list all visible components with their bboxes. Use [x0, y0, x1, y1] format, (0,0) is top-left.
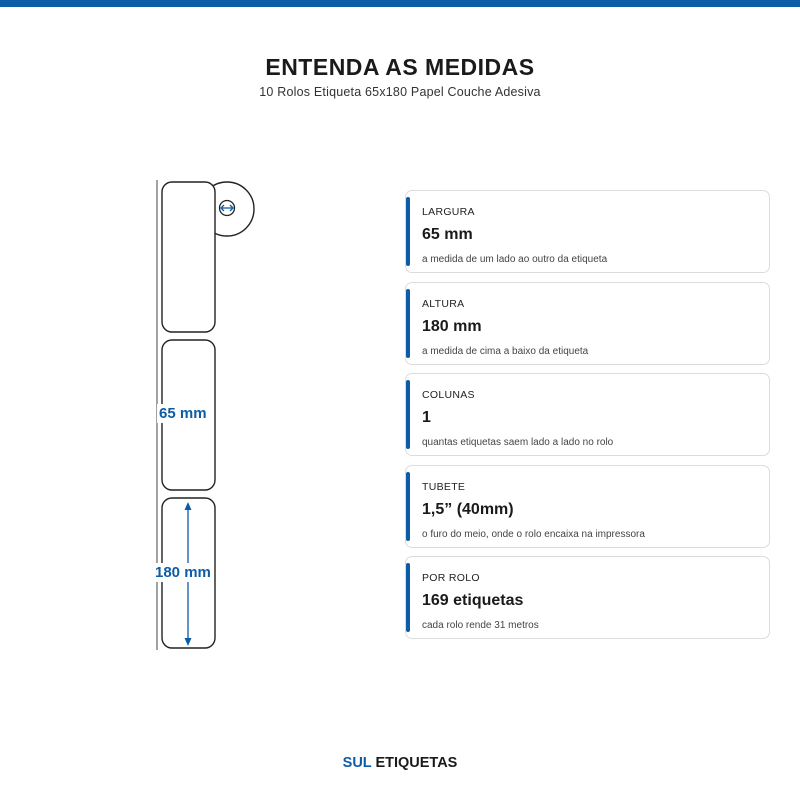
card-accent-bar: [406, 563, 410, 632]
card-description: a medida de cima a baixo da etiqueta: [422, 345, 589, 357]
card-value: 1,5” (40mm): [422, 500, 514, 518]
card-description: quantas etiquetas saem lado a lado no rolo: [422, 437, 614, 448]
spec-card-altura: [405, 282, 770, 365]
card-value: 180 mm: [422, 317, 482, 335]
spec-card-tubete: [405, 465, 770, 548]
card-value: 1: [422, 409, 431, 426]
spec-card-colunas: [405, 373, 770, 456]
page-title: ENTENDA AS MEDIDAS: [265, 54, 535, 80]
card-label: COLUNAS: [422, 389, 475, 401]
card-accent-bar: [406, 472, 410, 541]
card-value: 65 mm: [422, 226, 473, 243]
page-header: [0, 54, 800, 99]
page-subtitle: 10 Rolos Etiqueta 65x180 Papel Couche Adesiva: [259, 85, 541, 99]
label-shape-1: [162, 182, 215, 332]
width-dimension-label: 65 mm: [159, 405, 207, 422]
spec-card-largura: [405, 190, 770, 273]
brand-footer: [0, 755, 800, 771]
card-label: LARGURA: [422, 206, 475, 218]
card-description: a medida de um lado ao outro da etiqueta: [422, 254, 608, 265]
top-accent-bar: [0, 0, 800, 7]
card-label: POR ROLO: [422, 572, 480, 584]
brand-name-part2: ETIQUETAS: [375, 755, 458, 771]
label-roll-diagram: [150, 175, 270, 655]
card-value: 169 etiquetas: [422, 592, 524, 609]
height-dimension-label: 180 mm: [155, 564, 211, 581]
card-label: ALTURA: [422, 297, 465, 310]
card-accent-bar: [406, 380, 410, 449]
card-label: TUBETE: [422, 480, 466, 493]
brand-name-part1: SUL: [342, 755, 372, 771]
card-accent-bar: [406, 197, 410, 266]
card-description: o furo do meio, onde o rolo encaixa na impressora: [422, 528, 645, 540]
spec-card-por-rolo: [405, 556, 770, 639]
card-accent-bar: [406, 289, 410, 358]
card-description: cada rolo rende 31 metros: [422, 620, 539, 631]
spec-card-list: [405, 190, 770, 648]
